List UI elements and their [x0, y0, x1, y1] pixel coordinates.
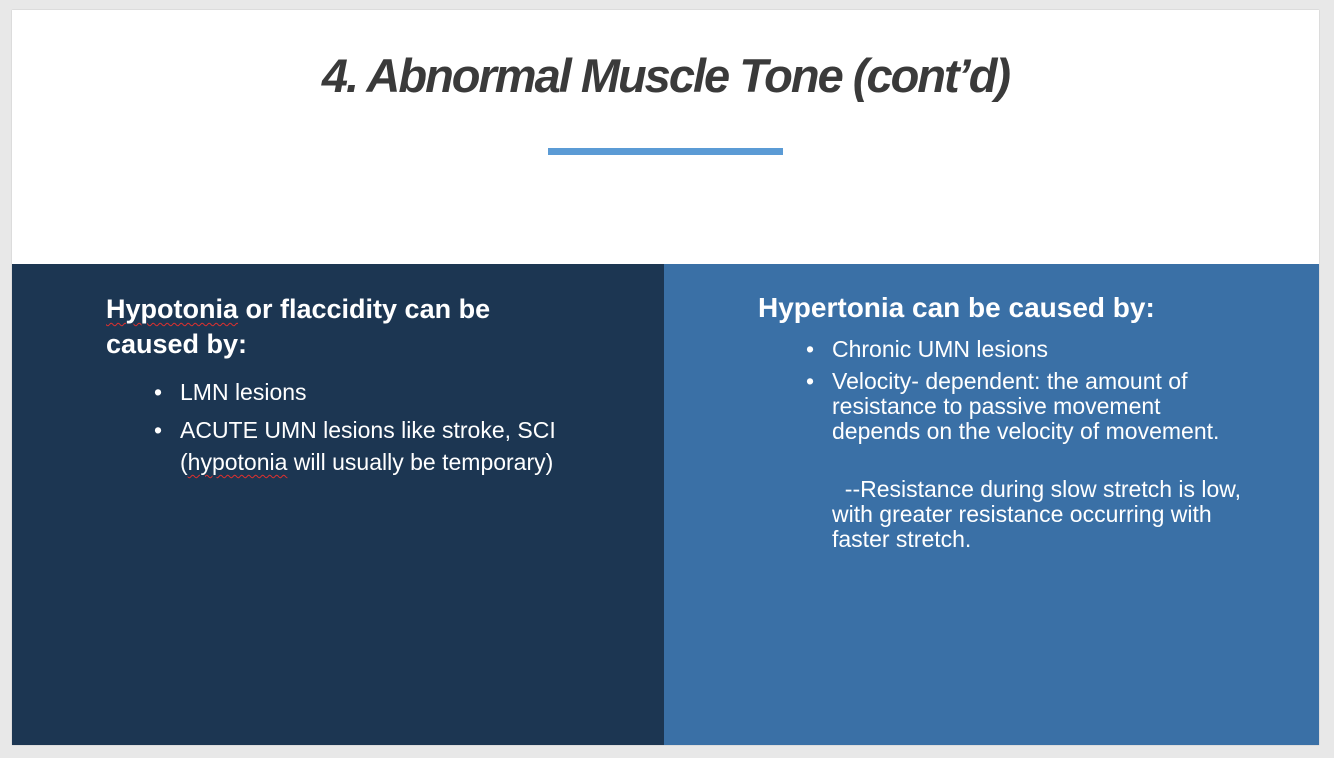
left-content-panel	[12, 264, 664, 745]
right-bullet-list	[806, 337, 1226, 451]
list-item-text: will usually be temporary)	[287, 449, 554, 475]
list-item	[806, 337, 1226, 362]
spellcheck-word: hypotonia	[187, 449, 288, 475]
resistance-note: --Resistance during slow stretch is low, with greater resistance occurring with faster stretch.	[832, 476, 1248, 552]
list-item	[154, 376, 584, 408]
list-item-text: Velocity- dependent: the amount of resistance to passive movement depends on the velocity of movement.	[832, 368, 1220, 444]
spellcheck-word: Hypotonia	[106, 294, 238, 324]
title-underline	[548, 148, 783, 155]
slide-title: 4. Abnormal Muscle Tone (cont’d)	[321, 49, 1010, 102]
slide	[12, 10, 1319, 745]
left-bullet-list	[154, 376, 584, 484]
left-heading	[106, 292, 566, 362]
right-heading: Hypertonia can be caused by:	[758, 292, 1155, 323]
list-item-text: LMN lesions	[180, 379, 307, 405]
list-item	[806, 369, 1226, 444]
left-heading-text: or flaccidity can be caused by:	[106, 294, 491, 359]
list-item-text: Chronic UMN lesions	[832, 336, 1049, 362]
right-content-panel	[664, 264, 1319, 745]
bullet-icon: •	[154, 379, 163, 405]
list-item-text: ACUTE UMN lesions like stroke, SCI (	[180, 417, 556, 475]
bullet-icon: •	[154, 417, 163, 443]
bullet-icon: •	[806, 336, 815, 362]
bullet-icon: •	[806, 368, 815, 394]
list-item	[154, 414, 584, 478]
